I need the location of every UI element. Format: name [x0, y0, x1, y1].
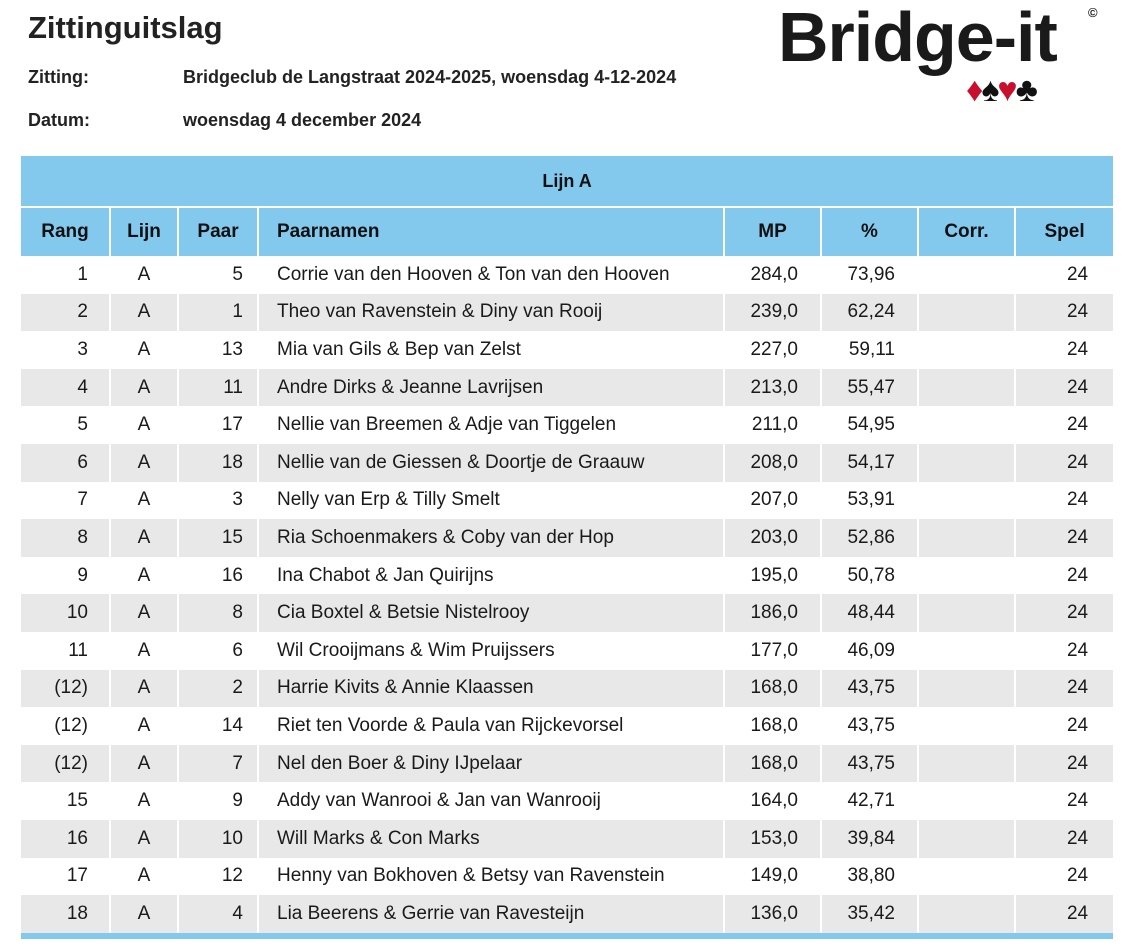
table-row [21, 895, 1113, 933]
table-row [21, 331, 1113, 369]
cell-lijn: A [110, 707, 178, 745]
cell-spel: 24 [1015, 406, 1113, 444]
cell-rang: 18 [21, 895, 110, 933]
cell-paar: 9 [178, 782, 258, 820]
cell-pct: 35,42 [821, 895, 918, 933]
table-row [21, 294, 1113, 332]
cell-lijn: A [110, 444, 178, 482]
cell-pct: 59,11 [821, 331, 918, 369]
table-row [21, 858, 1113, 896]
cell-lijn: A [110, 331, 178, 369]
cell-paar: 11 [178, 369, 258, 407]
cell-corr [918, 331, 1015, 369]
table-row [21, 632, 1113, 670]
cell-paarnamen: Ina Chabot & Jan Quirijns [258, 557, 724, 595]
results-table-wrap [21, 156, 1113, 939]
cell-mp: 213,0 [724, 369, 821, 407]
cell-spel: 24 [1015, 444, 1113, 482]
cell-rang: 9 [21, 557, 110, 595]
cell-corr [918, 406, 1015, 444]
cell-corr [918, 444, 1015, 482]
cell-rang: 7 [21, 482, 110, 520]
results-table [21, 156, 1113, 933]
cell-mp: 149,0 [724, 858, 821, 896]
cell-paar: 4 [178, 895, 258, 933]
zitting-label: Zitting: [28, 67, 89, 87]
page-title: Zittinguitslag [28, 10, 223, 45]
header-spel: Spel [1015, 207, 1113, 256]
table-row [21, 444, 1113, 482]
header-mp: MP [724, 207, 821, 256]
cell-paarnamen: Wil Crooijmans & Wim Pruijssers [258, 632, 724, 670]
cell-lijn: A [110, 858, 178, 896]
cell-paar: 17 [178, 406, 258, 444]
heart-icon: ♥ [997, 71, 1016, 109]
cell-mp: 284,0 [724, 256, 821, 294]
cell-spel: 24 [1015, 707, 1113, 745]
cell-spel: 24 [1015, 294, 1113, 332]
cell-mp: 177,0 [724, 632, 821, 670]
cell-paar: 13 [178, 331, 258, 369]
cell-lijn: A [110, 745, 178, 783]
cell-paar: 16 [178, 557, 258, 595]
datum-label: Datum: [28, 110, 90, 130]
cell-rang: 4 [21, 369, 110, 407]
cell-paarnamen: Will Marks & Con Marks [258, 820, 724, 858]
cell-corr [918, 519, 1015, 557]
club-icon: ♣ [1015, 71, 1036, 109]
cell-rang: 16 [21, 820, 110, 858]
group-title: Lijn A [21, 156, 1113, 207]
cell-mp: 211,0 [724, 406, 821, 444]
cell-mp: 153,0 [724, 820, 821, 858]
cell-spel: 24 [1015, 670, 1113, 708]
cell-pct: 55,47 [821, 369, 918, 407]
cell-corr [918, 557, 1015, 595]
cell-paar: 1 [178, 294, 258, 332]
cell-corr [918, 482, 1015, 520]
cell-paarnamen: Theo van Ravenstein & Diny van Rooij [258, 294, 724, 332]
cell-pct: 38,80 [821, 858, 918, 896]
cell-paar: 3 [178, 482, 258, 520]
header-pct: % [821, 207, 918, 256]
cell-rang: (12) [21, 745, 110, 783]
cell-paarnamen: Riet ten Voorde & Paula van Rijckevorsel [258, 707, 724, 745]
cell-corr [918, 594, 1015, 632]
table-row [21, 745, 1113, 783]
cell-spel: 24 [1015, 482, 1113, 520]
cell-paarnamen: Ria Schoenmakers & Coby van der Hop [258, 519, 724, 557]
bridge-it-logo [778, 0, 1108, 112]
cell-corr [918, 820, 1015, 858]
cell-rang: 15 [21, 782, 110, 820]
datum-row [28, 110, 421, 131]
cell-paar: 6 [178, 632, 258, 670]
cell-paarnamen: Nellie van de Giessen & Doortje de Graauw [258, 444, 724, 482]
cell-paar: 7 [178, 745, 258, 783]
cell-paarnamen: Nel den Boer & Diny IJpelaar [258, 745, 724, 783]
cell-spel: 24 [1015, 331, 1113, 369]
cell-spel: 24 [1015, 594, 1113, 632]
spade-icon: ♠ [981, 71, 998, 109]
cell-rang: 17 [21, 858, 110, 896]
header-paar: Paar [178, 207, 258, 256]
cell-paarnamen: Henny van Bokhoven & Betsy van Ravenstein [258, 858, 724, 896]
cell-paarnamen: Andre Dirks & Jeanne Lavrijsen [258, 369, 724, 407]
table-row [21, 782, 1113, 820]
cell-lijn: A [110, 519, 178, 557]
cell-lijn: A [110, 482, 178, 520]
cell-pct: 50,78 [821, 557, 918, 595]
table-row [21, 594, 1113, 632]
cell-paar: 15 [178, 519, 258, 557]
cell-pct: 62,24 [821, 294, 918, 332]
table-row [21, 707, 1113, 745]
datum-value: woensdag 4 december 2024 [183, 110, 422, 130]
cell-mp: 164,0 [724, 782, 821, 820]
cell-corr [918, 707, 1015, 745]
cell-rang: 10 [21, 594, 110, 632]
table-row [21, 369, 1113, 407]
cell-spel: 24 [1015, 632, 1113, 670]
cell-spel: 24 [1015, 820, 1113, 858]
header-rang: Rang [21, 207, 110, 256]
zitting-value: Bridgeclub de Langstraat 2024-2025, woensdag 4-12-2024 [183, 67, 677, 87]
cell-rang: 1 [21, 256, 110, 294]
cell-paar: 14 [178, 707, 258, 745]
logo-text: Bridge-it [778, 0, 1057, 76]
cell-pct: 39,84 [821, 820, 918, 858]
cell-rang: 6 [21, 444, 110, 482]
table-row [21, 256, 1113, 294]
cell-paarnamen: Cia Boxtel & Betsie Nistelrooy [258, 594, 724, 632]
column-header-row [21, 207, 1113, 256]
cell-pct: 43,75 [821, 707, 918, 745]
cell-corr [918, 745, 1015, 783]
cell-corr [918, 632, 1015, 670]
cell-pct: 73,96 [821, 256, 918, 294]
table-row [21, 482, 1113, 520]
cell-paar: 12 [178, 858, 258, 896]
cell-paar: 8 [178, 594, 258, 632]
header-corr: Corr. [918, 207, 1015, 256]
table-row [21, 670, 1113, 708]
cell-rang: 2 [21, 294, 110, 332]
cell-paarnamen: Corrie van den Hooven & Ton van den Hooven [258, 256, 724, 294]
cell-paar: 10 [178, 820, 258, 858]
table-row [21, 519, 1113, 557]
cell-spel: 24 [1015, 745, 1113, 783]
cell-pct: 48,44 [821, 594, 918, 632]
header-paarnamen: Paarnamen [258, 207, 724, 256]
cell-spel: 24 [1015, 256, 1113, 294]
card-suits [966, 70, 1036, 110]
header-lijn: Lijn [110, 207, 178, 256]
cell-paar: 2 [178, 670, 258, 708]
cell-corr [918, 858, 1015, 896]
cell-lijn: A [110, 594, 178, 632]
cell-rang: (12) [21, 707, 110, 745]
cell-rang: 8 [21, 519, 110, 557]
cell-spel: 24 [1015, 519, 1113, 557]
cell-pct: 52,86 [821, 519, 918, 557]
cell-corr [918, 369, 1015, 407]
cell-paarnamen: Nelly van Erp & Tilly Smelt [258, 482, 724, 520]
cell-corr [918, 782, 1015, 820]
cell-paarnamen: Harrie Kivits & Annie Klaassen [258, 670, 724, 708]
cell-rang: 11 [21, 632, 110, 670]
cell-paar: 18 [178, 444, 258, 482]
cell-rang: (12) [21, 670, 110, 708]
cell-mp: 186,0 [724, 594, 821, 632]
cell-pct: 54,95 [821, 406, 918, 444]
cell-pct: 54,17 [821, 444, 918, 482]
cell-corr [918, 256, 1015, 294]
cell-lijn: A [110, 256, 178, 294]
cell-lijn: A [110, 820, 178, 858]
cell-rang: 5 [21, 406, 110, 444]
table-row [21, 557, 1113, 595]
cell-corr [918, 670, 1015, 708]
cell-mp: 195,0 [724, 557, 821, 595]
cell-mp: 203,0 [724, 519, 821, 557]
table-row [21, 406, 1113, 444]
cell-paarnamen: Nellie van Breemen & Adje van Tiggelen [258, 406, 724, 444]
cell-pct: 46,09 [821, 632, 918, 670]
cell-corr [918, 294, 1015, 332]
cell-spel: 24 [1015, 369, 1113, 407]
cell-spel: 24 [1015, 557, 1113, 595]
zitting-row [28, 67, 676, 88]
cell-paar: 5 [178, 256, 258, 294]
cell-mp: 208,0 [724, 444, 821, 482]
cell-lijn: A [110, 632, 178, 670]
diamond-icon: ♦ [966, 71, 982, 109]
cell-mp: 136,0 [724, 895, 821, 933]
cell-spel: 24 [1015, 782, 1113, 820]
cell-mp: 227,0 [724, 331, 821, 369]
cell-paarnamen: Lia Beerens & Gerrie van Ravesteijn [258, 895, 724, 933]
cell-spel: 24 [1015, 895, 1113, 933]
cell-spel: 24 [1015, 858, 1113, 896]
cell-lijn: A [110, 369, 178, 407]
copyright-icon: © [1088, 5, 1098, 20]
cell-pct: 43,75 [821, 670, 918, 708]
cell-corr [918, 895, 1015, 933]
cell-lijn: A [110, 895, 178, 933]
cell-mp: 207,0 [724, 482, 821, 520]
cell-mp: 168,0 [724, 670, 821, 708]
table-row [21, 820, 1113, 858]
cell-lijn: A [110, 670, 178, 708]
cell-lijn: A [110, 406, 178, 444]
cell-lijn: A [110, 782, 178, 820]
table-bottom-bar [21, 933, 1113, 939]
cell-lijn: A [110, 557, 178, 595]
cell-mp: 239,0 [724, 294, 821, 332]
cell-mp: 168,0 [724, 745, 821, 783]
cell-rang: 3 [21, 331, 110, 369]
cell-paarnamen: Addy van Wanrooi & Jan van Wanrooij [258, 782, 724, 820]
cell-paarnamen: Mia van Gils & Bep van Zelst [258, 331, 724, 369]
cell-mp: 168,0 [724, 707, 821, 745]
cell-pct: 42,71 [821, 782, 918, 820]
cell-lijn: A [110, 294, 178, 332]
cell-pct: 43,75 [821, 745, 918, 783]
cell-pct: 53,91 [821, 482, 918, 520]
